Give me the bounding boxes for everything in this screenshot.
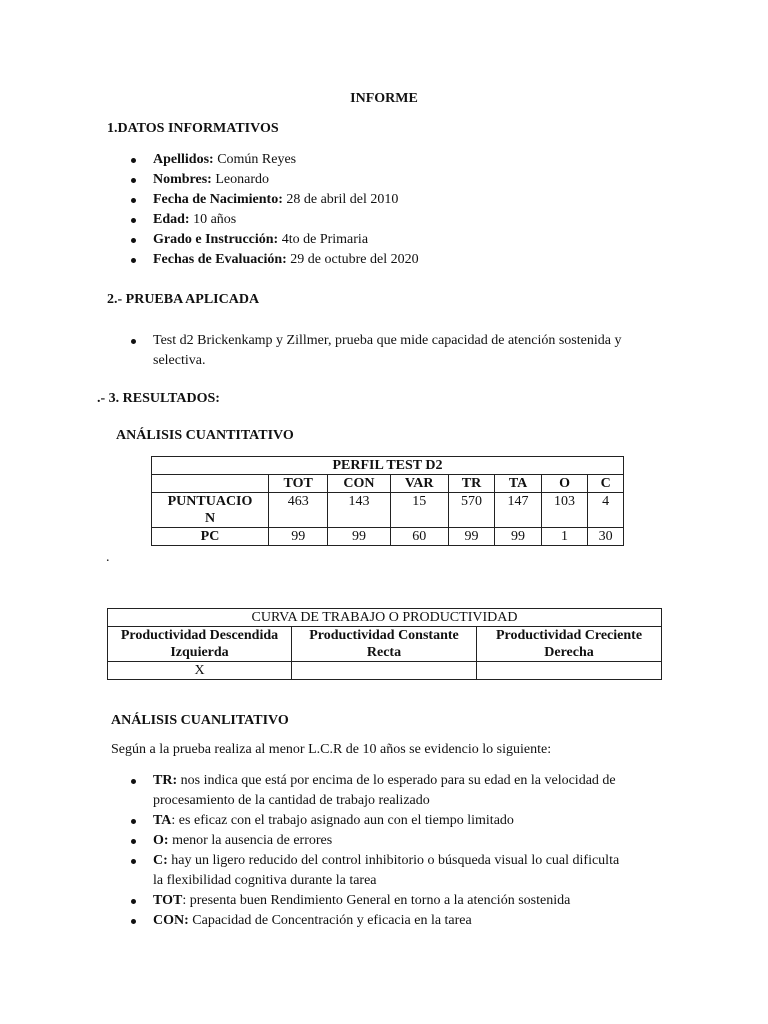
list-item: C: hay un ligero reducido del control inhibitorio o búsqueda visual lo cual dificulta la flexibilidad cognitiva durante la tarea <box>129 851 689 891</box>
table-cell: 99 <box>448 528 495 546</box>
list-item: Nombres: Leonardo <box>129 170 689 190</box>
column-header: VAR <box>390 475 448 493</box>
table-cell: 99 <box>269 528 328 546</box>
table-cell: 60 <box>390 528 448 546</box>
table-header-row <box>152 475 624 493</box>
column-header: Productividad Constante Recta <box>292 627 477 662</box>
table-cell: 4 <box>588 493 624 528</box>
section2-heading: 2.- PRUEBA APLICADA <box>107 292 260 307</box>
qualitative-heading: ANÁLISIS CUANLITATIVO <box>111 713 289 728</box>
table-cell: 1 <box>541 528 588 546</box>
list-item: Grado e Instrucción: 4to de Primaria <box>129 230 689 250</box>
row-label: PUNTUACIO N <box>152 493 269 528</box>
table-cell: 30 <box>588 528 624 546</box>
list-item: CON: Capacidad de Concentración y eficacia en la tarea <box>129 911 689 931</box>
table-header-row <box>108 627 662 662</box>
table-row <box>152 528 624 546</box>
section1-heading: 1.DATOS INFORMATIVOS <box>107 121 279 136</box>
column-header: O <box>541 475 588 493</box>
table-title: PERFIL TEST D2 <box>152 457 624 475</box>
list-item: O: menor la ausencia de errores <box>129 831 689 851</box>
table-cell: 143 <box>328 493 390 528</box>
section3-heading: .- 3. RESULTADOS: <box>97 391 220 406</box>
list-item: TOT: presenta buen Rendimiento General en torno a la atención sostenida <box>129 891 689 911</box>
table-cell: 99 <box>328 528 390 546</box>
column-header: CON <box>328 475 390 493</box>
list-item: TR: nos indica que está por encima de lo esperado para su edad en la velocidad de procesamiento de la cantidad de trabajo realizado <box>129 771 689 811</box>
list-item: Edad: 10 años <box>129 210 689 230</box>
list-item: Apellidos: Común Reyes <box>129 150 689 170</box>
list-item: Fechas de Evaluación: 29 de octubre del 2020 <box>129 250 689 270</box>
column-header: TOT <box>269 475 328 493</box>
list-item: TA: es eficaz con el trabajo asignado aun con el tiempo limitado <box>129 811 689 831</box>
table-row <box>152 493 624 528</box>
stray-dot: . <box>106 550 110 565</box>
table-cell: 570 <box>448 493 495 528</box>
personal-data-list <box>129 150 689 270</box>
table-cell: 15 <box>390 493 448 528</box>
table-cell: 103 <box>541 493 588 528</box>
profile-table <box>151 456 624 546</box>
column-header: Productividad Creciente Derecha <box>477 627 662 662</box>
list-item: Fecha de Nacimiento: 28 de abril del 2010 <box>129 190 689 210</box>
table-cell: 99 <box>495 528 542 546</box>
test-list <box>129 331 689 371</box>
list-item: Test d2 Brickenkamp y Zillmer, prueba que mide capacidad de atención sostenida y selectiva. <box>129 331 689 371</box>
column-header: C <box>588 475 624 493</box>
column-header: TR <box>448 475 495 493</box>
table-cell <box>477 662 662 680</box>
table-cell: 463 <box>269 493 328 528</box>
column-header: TA <box>495 475 542 493</box>
table-corner-cell <box>152 475 269 493</box>
table-cell: 147 <box>495 493 542 528</box>
quantitative-heading: ANÁLISIS CUANTITATIVO <box>116 428 294 443</box>
row-label: PC <box>152 528 269 546</box>
qualitative-intro: Según a la prueba realiza al menor L.C.R de 10 años se evidencio lo siguiente: <box>111 742 552 757</box>
column-header: Productividad Descendida Izquierda <box>108 627 292 662</box>
qualitative-list <box>129 771 689 931</box>
report-title: INFORME <box>350 91 418 106</box>
table-title: CURVA DE TRABAJO O PRODUCTIVIDAD <box>108 609 662 627</box>
table-cell: X <box>108 662 292 680</box>
table-cell <box>292 662 477 680</box>
table-row <box>108 662 662 680</box>
productivity-table <box>107 608 662 680</box>
